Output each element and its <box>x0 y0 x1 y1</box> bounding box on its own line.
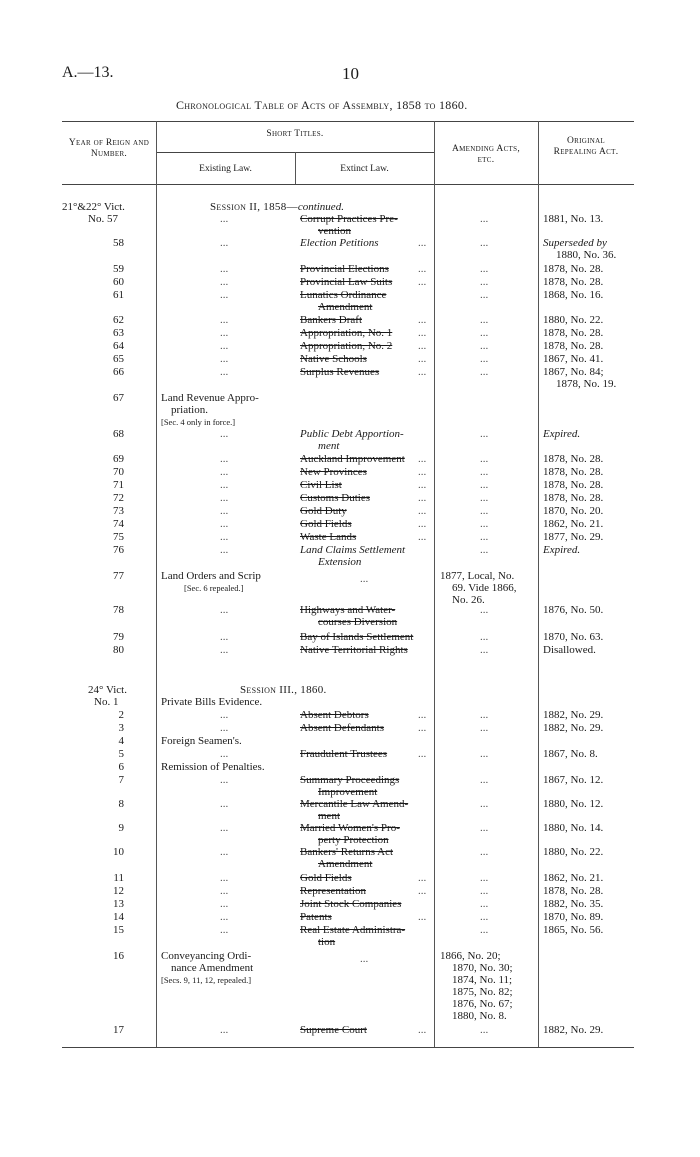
amending-acts-cell: 1870, No. 30; <box>452 962 513 974</box>
row-number: 73 <box>113 505 124 517</box>
extinct-law-cell: Improvement <box>318 786 378 798</box>
extinct-law-cell: Bankers' Returns Act <box>300 846 394 858</box>
repealing-act-cell: 1878, No. 28. <box>543 276 604 288</box>
row-number: 59 <box>113 263 124 275</box>
amending-acts-cell: ... <box>480 492 489 504</box>
existing-law-cell: ... <box>220 774 229 786</box>
amending-acts-cell: ... <box>480 340 489 352</box>
existing-law-cell: ... <box>220 237 229 249</box>
reign-number: No. 1 <box>94 696 119 708</box>
amending-acts-cell: ... <box>480 924 489 936</box>
existing-law-cell: ... <box>220 453 229 465</box>
repealing-act-cell: 1878, No. 28. <box>543 492 604 504</box>
leader-dots: ... <box>418 263 427 275</box>
existing-law-cell: ... <box>220 1024 229 1036</box>
existing-law-cell: Conveyancing Ordi- <box>161 950 252 962</box>
repealing-act-cell: 1867, No. 41. <box>543 353 604 365</box>
repealing-act-cell: 1882, No. 35. <box>543 898 604 910</box>
extinct-law-cell: Highways and Water- <box>300 604 396 616</box>
existing-law-cell: Land Orders and Scrip <box>161 570 261 582</box>
extinct-law-cell: New Provinces <box>300 466 367 478</box>
existing-law-cell: ... <box>220 544 229 556</box>
extinct-law-cell: Corrupt Practices Pre- <box>300 213 398 225</box>
row-number: 5 <box>118 748 124 760</box>
repealing-act-cell: 1878, No. 28. <box>543 340 604 352</box>
existing-law-note: [Sec. 6 repealed.] <box>184 583 244 593</box>
amending-acts-cell: ... <box>480 263 489 275</box>
repealing-act-cell: 1882, No. 29. <box>543 722 604 734</box>
row-number: 11 <box>113 872 124 884</box>
repealing-act-cell: 1877, No. 29. <box>543 531 604 543</box>
amending-acts-cell: ... <box>480 327 489 339</box>
repealing-act-cell: 1876, No. 50. <box>543 604 604 616</box>
row-number: 15 <box>113 924 124 936</box>
row-number: 9 <box>118 822 124 834</box>
amending-acts-cell: ... <box>480 505 489 517</box>
repealing-act-cell: 1882, No. 29. <box>543 709 604 721</box>
leader-dots: ... <box>418 911 427 923</box>
extinct-law-cell: Auckland Improvement <box>300 453 405 465</box>
extinct-law-cell: Election Petitions <box>300 237 379 249</box>
table-header-rule <box>62 184 634 185</box>
existing-law-cell: ... <box>220 289 229 301</box>
repealing-act-cell: 1881, No. 13. <box>543 213 604 225</box>
row-number: 69 <box>113 453 124 465</box>
extinct-law-cell: Native Territorial Rights <box>300 644 408 656</box>
amending-acts-cell: ... <box>480 644 489 656</box>
row-number: 13 <box>113 898 124 910</box>
repealing-act-cell: 1878, No. 28. <box>543 466 604 478</box>
extinct-law-cell: Gold Duty <box>300 505 347 517</box>
leader-dots: ... <box>418 748 427 760</box>
existing-law-cell: ... <box>220 631 229 643</box>
amending-acts-cell: ... <box>480 872 489 884</box>
leader-dots: ... <box>418 479 427 491</box>
row-number: 68 <box>113 428 124 440</box>
amending-acts-cell: 1880, No. 8. <box>452 1010 507 1022</box>
amending-acts-cell: 1874, No. 11; <box>452 974 513 986</box>
row-number: 67 <box>113 392 124 404</box>
table-top-rule <box>62 121 634 122</box>
repealing-act-cell: 1868, No. 16. <box>543 289 604 301</box>
existing-law-cell: ... <box>220 518 229 530</box>
extinct-law-cell: Civil List <box>300 479 342 491</box>
leader-dots: ... <box>418 518 427 530</box>
amending-acts-cell: 1875, No. 82; <box>452 986 513 998</box>
extinct-law-cell: Native Schools <box>300 353 367 365</box>
leader-dots: ... <box>418 872 427 884</box>
leader-dots: ... <box>418 237 427 249</box>
extinct-law-cell: Mercantile Law Amend- <box>300 798 409 810</box>
existing-law-cell: ... <box>220 898 229 910</box>
extinct-law-cell: Amendment <box>318 858 373 870</box>
extinct-law-cell: vention <box>318 225 351 237</box>
existing-law-cell: ... <box>220 709 229 721</box>
leader-dots: ... <box>418 531 427 543</box>
leader-dots: ... <box>418 722 427 734</box>
amending-acts-cell: ... <box>480 631 489 643</box>
extinct-law-cell: Patents <box>300 911 332 923</box>
existing-law-cell: ... <box>220 492 229 504</box>
extinct-law-cell: Bankers Draft <box>300 314 363 326</box>
existing-law-cell: ... <box>220 722 229 734</box>
existing-law-cell: ... <box>220 846 229 858</box>
existing-law-note: [Sec. 4 only in force.] <box>161 417 236 427</box>
row-number: 16 <box>113 950 124 962</box>
amending-acts-cell: 1866, No. 20; <box>440 950 501 962</box>
repealing-act-cell: 1865, No. 56. <box>543 924 604 936</box>
amending-acts-cell: ... <box>480 276 489 288</box>
header-short-titles: Short Titles. <box>266 129 324 139</box>
existing-law-cell: ... <box>220 885 229 897</box>
leader-dots: ... <box>418 709 427 721</box>
extinct-law-cell: ment <box>318 440 340 452</box>
row-number: 75 <box>113 531 124 543</box>
leader-dots: ... <box>418 492 427 504</box>
leader-dots: ... <box>418 327 427 339</box>
row-number: 61 <box>113 289 124 301</box>
extinct-law-cell: Married Women's Pro- <box>300 822 400 834</box>
extinct-law-cell: Bay of Islands Settlement <box>300 631 414 643</box>
repealing-act-cell: 1880, No. 22. <box>543 314 604 326</box>
extinct-law-cell: Provincial Elections <box>300 263 389 275</box>
amending-acts-cell: ... <box>480 911 489 923</box>
row-number: 12 <box>113 885 124 897</box>
leader-dots: ... <box>418 466 427 478</box>
repealing-act-cell: 1870, No. 89. <box>543 911 604 923</box>
extinct-law-cell: Joint Stock Companies <box>300 898 402 910</box>
repealing-act-cell: 1880, No. 14. <box>543 822 604 834</box>
amending-acts-cell: ... <box>480 885 489 897</box>
amending-acts-cell: 1877, Local, No. <box>440 570 515 582</box>
existing-law-cell: Foreign Seamen's. <box>161 735 242 747</box>
existing-law-cell: ... <box>220 872 229 884</box>
row-number: 77 <box>113 570 124 582</box>
amending-acts-cell: ... <box>480 213 489 225</box>
extinct-law-cell: Waste Lands <box>300 531 357 543</box>
leader-dots: ... <box>418 453 427 465</box>
existing-law-cell: ... <box>220 327 229 339</box>
header-amending: Amending Acts, etc. <box>451 144 521 165</box>
existing-law-cell: ... <box>220 644 229 656</box>
existing-law-cell: ... <box>220 748 229 760</box>
existing-law-cell: ... <box>220 466 229 478</box>
session-heading: Session III., 1860. <box>240 684 327 696</box>
amending-acts-cell: ... <box>480 722 489 734</box>
leader-dots: ... <box>418 340 427 352</box>
row-number: 4 <box>118 735 124 747</box>
existing-law-cell: ... <box>220 428 229 440</box>
row-number: 74 <box>113 518 124 530</box>
reign-label: 21°&22° Vict. <box>62 201 125 213</box>
amending-acts-cell: ... <box>480 774 489 786</box>
amending-acts-cell: ... <box>480 428 489 440</box>
amending-acts-cell: ... <box>480 531 489 543</box>
row-number: 8 <box>118 798 124 810</box>
repealing-act-cell: 1870, No. 63. <box>543 631 604 643</box>
existing-law-cell: ... <box>220 505 229 517</box>
extinct-law-cell: Extension <box>318 556 362 568</box>
repealing-act-cell: 1878, No. 28. <box>543 885 604 897</box>
extinct-law-cell: tion <box>318 936 336 948</box>
row-number: 64 <box>113 340 124 352</box>
existing-law-cell: ... <box>220 213 229 225</box>
extinct-law-cell: perty Protection <box>318 834 389 846</box>
row-number: 80 <box>113 644 124 656</box>
row-number: 58 <box>113 237 124 249</box>
repealing-act-cell: 1878, No. 19. <box>556 378 617 390</box>
amending-acts-cell: ... <box>480 453 489 465</box>
amending-acts-cell: ... <box>480 748 489 760</box>
column-divider <box>434 121 435 1047</box>
existing-law-cell: Land Revenue Appro- <box>161 392 259 404</box>
amending-acts-cell: ... <box>480 822 489 834</box>
amending-acts-cell: ... <box>480 479 489 491</box>
repealing-act-cell: 1880, No. 12. <box>543 798 604 810</box>
repealing-act-cell: 1867, No. 84; <box>543 366 604 378</box>
row-number: 3 <box>118 722 124 734</box>
amending-acts-cell: ... <box>480 1024 489 1036</box>
existing-law-cell: ... <box>220 479 229 491</box>
amending-acts-cell: 1876, No. 67; <box>452 998 513 1010</box>
repealing-act-cell: 1878, No. 28. <box>543 263 604 275</box>
row-number: 76 <box>113 544 124 556</box>
repealing-act-cell: 1867, No. 8. <box>543 748 598 760</box>
leader-dots: ... <box>418 366 427 378</box>
row-number: 66 <box>113 366 124 378</box>
existing-law-cell: ... <box>220 314 229 326</box>
repealing-act-cell: 1862, No. 21. <box>543 872 604 884</box>
existing-law-cell: ... <box>220 276 229 288</box>
existing-law-cell: ... <box>220 531 229 543</box>
extinct-law-cell: ... <box>360 573 369 585</box>
leader-dots: ... <box>418 1024 427 1036</box>
extinct-law-cell: Customs Duties <box>300 492 370 504</box>
row-number: 70 <box>113 466 124 478</box>
extinct-law-cell: Gold Fields <box>300 872 352 884</box>
repealing-act-cell: 1882, No. 29. <box>543 1024 604 1036</box>
repealing-act-cell: Expired. <box>543 544 581 556</box>
row-number: 79 <box>113 631 124 643</box>
extinct-law-cell: Gold Fields <box>300 518 352 530</box>
repealing-act-cell: 1870, No. 20. <box>543 505 604 517</box>
column-divider <box>156 121 157 1047</box>
row-number: 78 <box>113 604 124 616</box>
extinct-law-cell: courses Diversion <box>318 616 398 628</box>
extinct-law-cell: Fraudulent Trustees <box>300 748 388 760</box>
row-number: 65 <box>113 353 124 365</box>
amending-acts-cell: ... <box>480 604 489 616</box>
page-title: Chronological Table of Acts of Assembly, 1858 to 1860. <box>176 98 468 112</box>
row-number: 6 <box>118 761 124 773</box>
extinct-law-cell: Appropriation, No. 1 <box>300 327 393 339</box>
leader-dots: ... <box>418 505 427 517</box>
extinct-law-cell: Amendment <box>318 301 373 313</box>
extinct-law-cell: Representation <box>300 885 366 897</box>
leader-dots: ... <box>418 276 427 288</box>
repealing-act-cell: 1880, No. 22. <box>543 846 604 858</box>
existing-law-cell: ... <box>220 340 229 352</box>
repealing-act-cell: 1878, No. 28. <box>543 479 604 491</box>
extinct-law-cell: Public Debt Apportion- <box>300 428 404 440</box>
header-year: Year of Reign and Number. <box>68 138 150 159</box>
amending-acts-cell: 69. Vide 1866, <box>452 582 517 594</box>
extinct-law-cell: Summary Proceedings <box>300 774 400 786</box>
session-heading: Session II, 1858—continued. <box>210 201 344 213</box>
column-divider <box>538 121 539 1047</box>
amending-acts-cell: ... <box>480 898 489 910</box>
amending-acts-cell: ... <box>480 518 489 530</box>
repealing-act-cell: 1880, No. 36. <box>556 249 617 261</box>
document-id: A.—13. <box>62 64 114 81</box>
repealing-act-cell: 1878, No. 28. <box>543 453 604 465</box>
row-number: 10 <box>113 846 124 858</box>
repealing-act-cell: Expired. <box>543 428 581 440</box>
table-bottom-rule <box>62 1047 634 1048</box>
existing-law-cell: ... <box>220 263 229 275</box>
row-number: 71 <box>113 479 124 491</box>
amending-acts-cell: ... <box>480 353 489 365</box>
existing-law-cell: ... <box>220 366 229 378</box>
amending-acts-cell: ... <box>480 366 489 378</box>
extinct-law-cell: ment <box>318 810 340 822</box>
extinct-law-cell: Supreme Court <box>300 1024 367 1036</box>
repealing-act-cell: 1878, No. 28. <box>543 327 604 339</box>
existing-law-cell: ... <box>220 798 229 810</box>
existing-law-note: [Secs. 9, 11, 12, repealed.] <box>161 975 252 985</box>
extinct-law-cell: Provincial Law Suits <box>300 276 393 288</box>
amending-acts-cell: ... <box>480 466 489 478</box>
extinct-law-cell: Land Claims Settlement <box>300 544 406 556</box>
reign-number: No. 57 <box>88 213 118 225</box>
amending-acts-cell: ... <box>480 798 489 810</box>
amending-acts-cell: ... <box>480 709 489 721</box>
existing-law-cell: priation. <box>171 404 208 416</box>
existing-law-cell: ... <box>220 911 229 923</box>
row-number: 14 <box>113 911 124 923</box>
leader-dots: ... <box>418 314 427 326</box>
row-number: 62 <box>113 314 124 326</box>
repealing-act-cell: Superseded by <box>543 237 607 249</box>
amending-acts-cell: ... <box>480 314 489 326</box>
amending-acts-cell: ... <box>480 544 489 556</box>
header-extinct-law: Extinct Law. <box>340 164 389 174</box>
amending-acts-cell: ... <box>480 289 489 301</box>
existing-law-cell: ... <box>220 353 229 365</box>
page-number: 10 <box>342 64 359 83</box>
header-repealing: Original Repealing Act. <box>553 136 619 157</box>
row-number: 60 <box>113 276 124 288</box>
reign-label: 24° Vict. <box>88 684 127 696</box>
row-number: 72 <box>113 492 124 504</box>
leader-dots: ... <box>418 885 427 897</box>
existing-law-cell: Private Bills Evidence. <box>161 696 263 708</box>
row-number: 63 <box>113 327 124 339</box>
extinct-law-cell: Lunatics Ordinance <box>300 289 387 301</box>
amending-acts-cell: ... <box>480 846 489 858</box>
extinct-law-cell: Appropriation, No. 2 <box>300 340 393 352</box>
extinct-law-cell: Real Estate Administra- <box>300 924 406 936</box>
repealing-act-cell: 1867, No. 12. <box>543 774 604 786</box>
leader-dots: ... <box>418 353 427 365</box>
extinct-law-cell: Absent Debtors <box>300 709 369 721</box>
existing-law-cell: Remission of Penalties. <box>161 761 265 773</box>
existing-law-cell: ... <box>220 924 229 936</box>
existing-law-cell: nance Amendment <box>171 962 254 974</box>
existing-law-cell: ... <box>220 822 229 834</box>
extinct-law-cell: Surplus Revenues <box>300 366 380 378</box>
amending-acts-cell: No. 26. <box>452 594 485 606</box>
existing-law-cell: ... <box>220 604 229 616</box>
header-existing-law: Existing Law. <box>199 164 252 174</box>
repealing-act-cell: 1862, No. 21. <box>543 518 604 530</box>
repealing-act-cell: Disallowed. <box>543 644 596 656</box>
row-number: 17 <box>113 1024 124 1036</box>
extinct-law-cell: Absent Defendants <box>300 722 385 734</box>
amending-acts-cell: ... <box>480 237 489 249</box>
extinct-law-cell: ... <box>360 953 369 965</box>
row-number: 7 <box>118 774 124 786</box>
row-number: 2 <box>118 709 124 721</box>
